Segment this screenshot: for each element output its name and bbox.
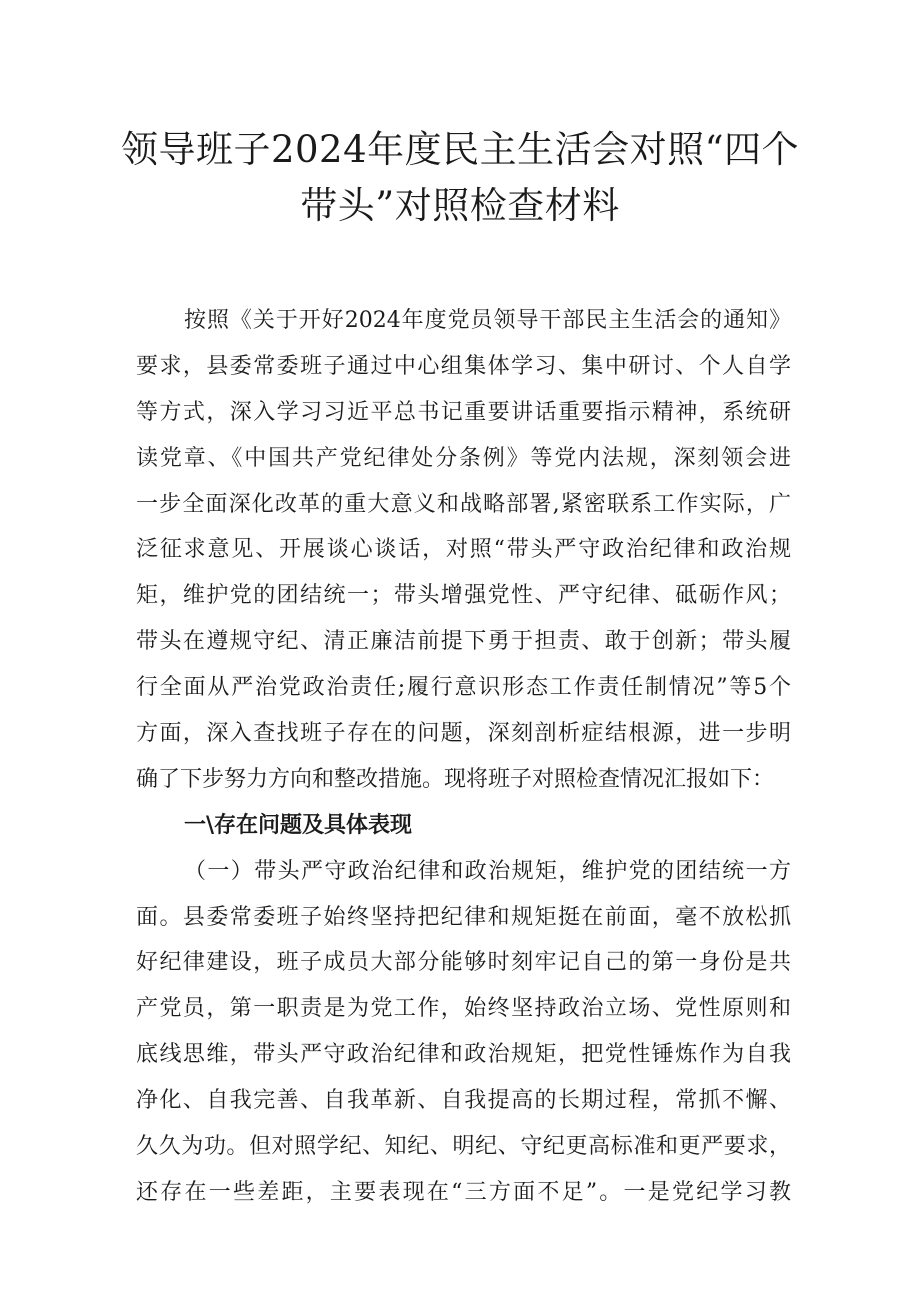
text-line: 底线思维，带头严守政治纪律和政治规矩，把党性锤炼作为自我 <box>136 1042 791 1068</box>
text-line: 方面，深入查找班子存在的问题，深刻剖析症结根源，进一步明 <box>136 721 791 747</box>
text-line: 面。县委常委班子始终坚持把纪律和规矩挺在前面，毫不放松抓 <box>136 904 791 930</box>
text-line: （一）带头严守政治纪律和政治规矩，维护党的团结统一方 <box>184 858 791 884</box>
paragraph-intro <box>136 298 791 803</box>
text-line: 产党员，第一职责是为党工作，始终坚持政治立场、党性原则和 <box>136 996 791 1022</box>
title-line-2: 带头”对照检查材料 <box>300 184 620 227</box>
text-line: 读党章、《中国共产党纪律处分条例》等党内法规，深刻领会进 <box>136 445 791 471</box>
text-line: 好纪律建设，班子成员大部分能够时刻牢记自己的第一身份是共 <box>136 950 791 976</box>
text-line: 按照《关于开好2024年度党员领导干部民主生活会的通知》 <box>184 308 791 333</box>
text-line: 久久为功。但对照学纪、知纪、明纪、守纪更高标准和更严要求， <box>136 1134 791 1160</box>
text-line: 还存在一些差距，主要表现在“三方面不足”。一是党纪学习教 <box>136 1179 791 1205</box>
section-heading: 一\存在问题及具体表现 <box>184 811 413 838</box>
paragraph-section-1 <box>136 849 791 1216</box>
text-line: 行全面从严治党政治责任;履行意识形态工作责任制情况”等5个 <box>136 675 791 701</box>
text-line: 要求，县委常委班子通过中心组集体学习、集中研讨、个人自学 <box>136 353 791 379</box>
text-line: 等方式，深入学习习近平总书记重要讲话重要指示精神，系统研 <box>136 399 791 425</box>
text-line: 带头在遵规守纪、清正廉洁前提下勇于担责、敢于创新；带头履 <box>136 629 791 655</box>
text-line: 确了下步努力方向和整改措施。现将班子对照检查情况汇报如下： <box>136 766 775 792</box>
document-title <box>110 122 810 234</box>
text-line: 净化、自我完善、自我革新、自我提高的长期过程，常抓不懈、 <box>136 1088 791 1114</box>
title-line-1: 领导班子2024年度民主生活会对照“四个 <box>120 128 800 171</box>
text-line: 一步全面深化改革的重大意义和战略部署,紧密联系工作实际，广 <box>136 491 791 517</box>
text-line: 泛征求意见、开展谈心谈话，对照“带头严守政治纪律和政治规 <box>136 537 791 563</box>
document-body <box>136 298 791 1216</box>
text-line: 矩，维护党的团结统一；带头增强党性、严守纪律、砥砺作风； <box>136 583 791 609</box>
